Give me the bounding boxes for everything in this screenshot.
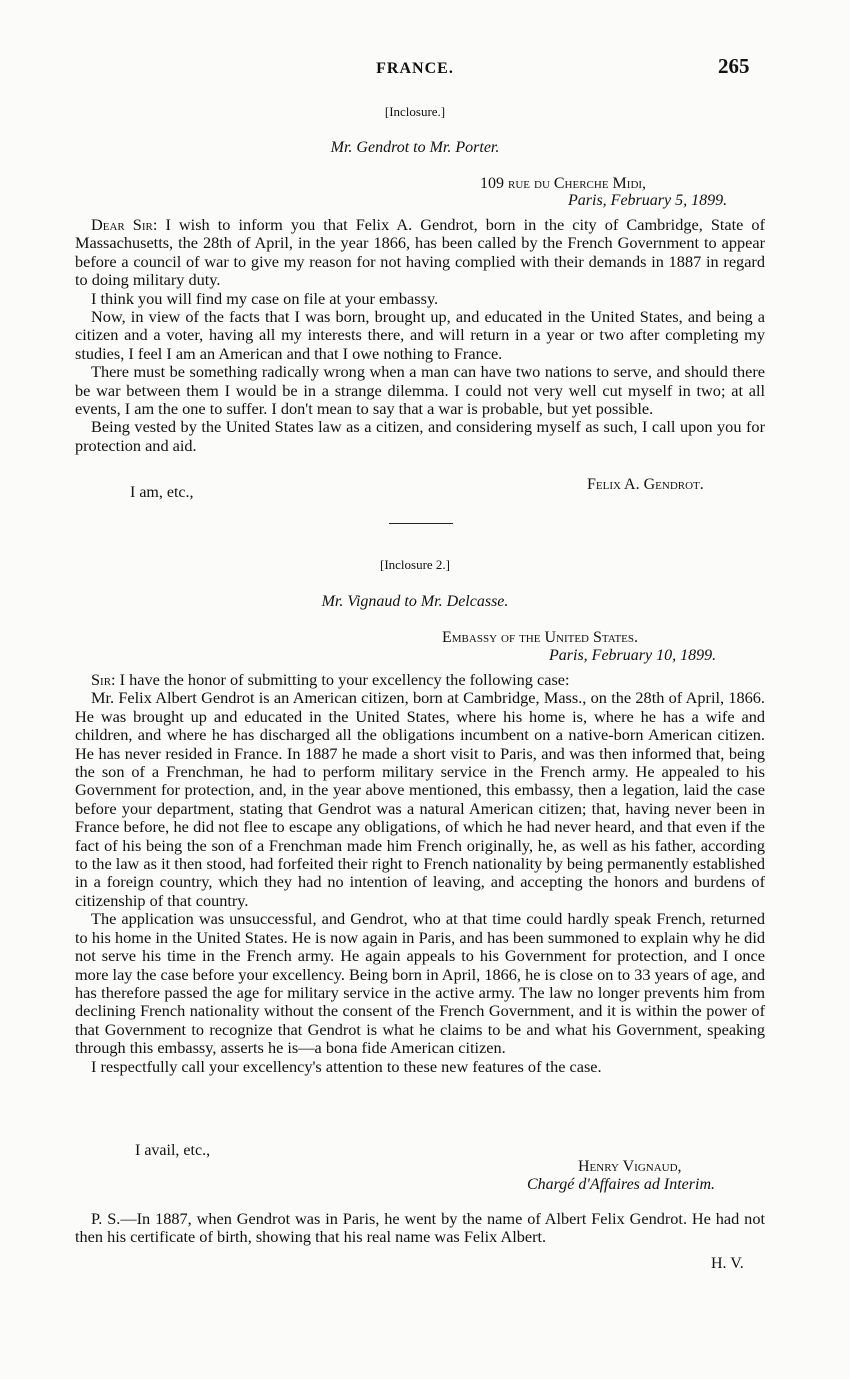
section-divider — [389, 523, 453, 524]
letter2-place-date: Paris, February 10, 1899. — [549, 647, 717, 664]
letter2-first-line: Sir: I have the honor of submitting to your excellency the following case: — [91, 670, 570, 689]
letter1-signature: Felix A. Gendrot. — [587, 476, 704, 493]
letter1-heading: Mr. Gendrot to Mr. Porter. — [330, 139, 500, 156]
letter2-paragraph-2: The application was unsuccessful, and Gendrot, who at that time could hardly speak French, returned to his home in the United States. He is now again in Paris, and has been summoned to explain why he did not serve his time in the French army. He again appeals to his Government for protection, and I once more lay the case before your excellency. Being born in April, 1866, he is close on to 33 years of age, and has therefore passed the age for military service in the active army. The law no longer prevents him from declining French nationality without the consent of the French Government, and it is within the power of that Government to recognize that Gendrot is what he claims to be and what his Government, speaking through this embassy, asserts he is—a bona fide American citizen. — [75, 909, 765, 1058]
letter2-salutation: Sir: — [91, 670, 116, 689]
letter1-paragraph-4: There must be something radically wrong when a man can have two nations to serve, and should there be war between them I would be in a strange dilemma. I could not very well cut myself in two; at all events, I am the one to suffer. I don't mean to say that a war is probable, but yet possible. — [75, 362, 765, 419]
letter2-signature-title: Chargé d'Affaires ad Interim. — [527, 1176, 715, 1193]
letter2-signature-name: Henry Vignaud, — [578, 1158, 682, 1175]
letter1-paragraph-2: I think you will find my case on file at your embassy. — [91, 288, 439, 308]
inclosure-label-1: [Inclosure.] — [384, 104, 446, 119]
letter2-address: Embassy of the United States. — [442, 629, 639, 646]
letter1-place-date: Paris, February 5, 1899. — [568, 192, 728, 209]
letter1-address: 109 rue du Cherche Midi, — [480, 175, 647, 192]
letter2-body — [75, 671, 765, 1076]
letter1-salutation: Dear Sir: — [91, 215, 158, 234]
letter2-paragraph-1: Mr. Felix Albert Gendrot is an American citizen, born at Cambridge, Mass., on the 28th of April, 1866. He was brought up and educated in the United States, where his home is, where he has a wife and children, and where he has discharged all the obligations incumbent on a native-born American citizen. He has never resided in France. In 1887 he made a short visit to Paris, and was then informed that, being the son of a Frenchman, he had to perform military service in the French army. He appealed to his Government for protection, and, in the year above mentioned, this embassy, then a legation, laid the case before your department, stating that Gendrot was a natural American citizen; that, having never been in France before, he did not flee to escape any obligations, of which he had never heard, and that even if the fact of his being the son of a Frenchman made him French originally, he, as well as his father, according to the law as it then stood, had forfeited their right to French nationality by being permanently established in a foreign country, which they had no intention of leaving, and accepting the honors and burdens of citizenship of that country. — [75, 688, 765, 910]
postscript-text: P. S.—In 1887, when Gendrot was in Paris, he went by the name of Albert Felix Gendrot. He had not then his certificate of birth, showing that his real name was Felix Albert. — [75, 1209, 765, 1247]
letter1-paragraph-3: Now, in view of the facts that I was born, brought up, and educated in the United States, and being a citizen and a voter, having all my interests there, and will return in a year or two after completing my studies, I feel I am an American and that I owe nothing to France. — [75, 307, 765, 363]
postscript-initials: H. V. — [711, 1255, 744, 1272]
page-number: 265 — [718, 54, 750, 78]
postscript — [75, 1210, 765, 1247]
letter1-body — [75, 216, 765, 455]
letter2-paragraph-3: I respectfully call your excellency's attention to these new features of the case. — [91, 1056, 602, 1076]
letter1-paragraph-5: Being vested by the United States law as a citizen, and considering myself as such, I call upon you for protection and aid. — [75, 417, 765, 455]
running-head: FRANCE. — [376, 60, 454, 77]
letter1-paragraph-1: Dear Sir: I wish to inform you that Felix A. Gendrot, born in the city of Cambridge, State of Massachusetts, the 28th of April, in the year 1866, has been called by the French Government to appear before a council of war to give my reason for not having complied with their demands in 1887 in regard to doing military duty. — [75, 215, 765, 290]
letter1-closing: I am, etc., — [130, 484, 194, 501]
letter2-heading: Mr. Vignaud to Mr. Delcasse. — [321, 593, 509, 610]
letter2-closing: I avail, etc., — [135, 1142, 211, 1159]
inclosure-label-2: [Inclosure 2.] — [379, 557, 451, 572]
